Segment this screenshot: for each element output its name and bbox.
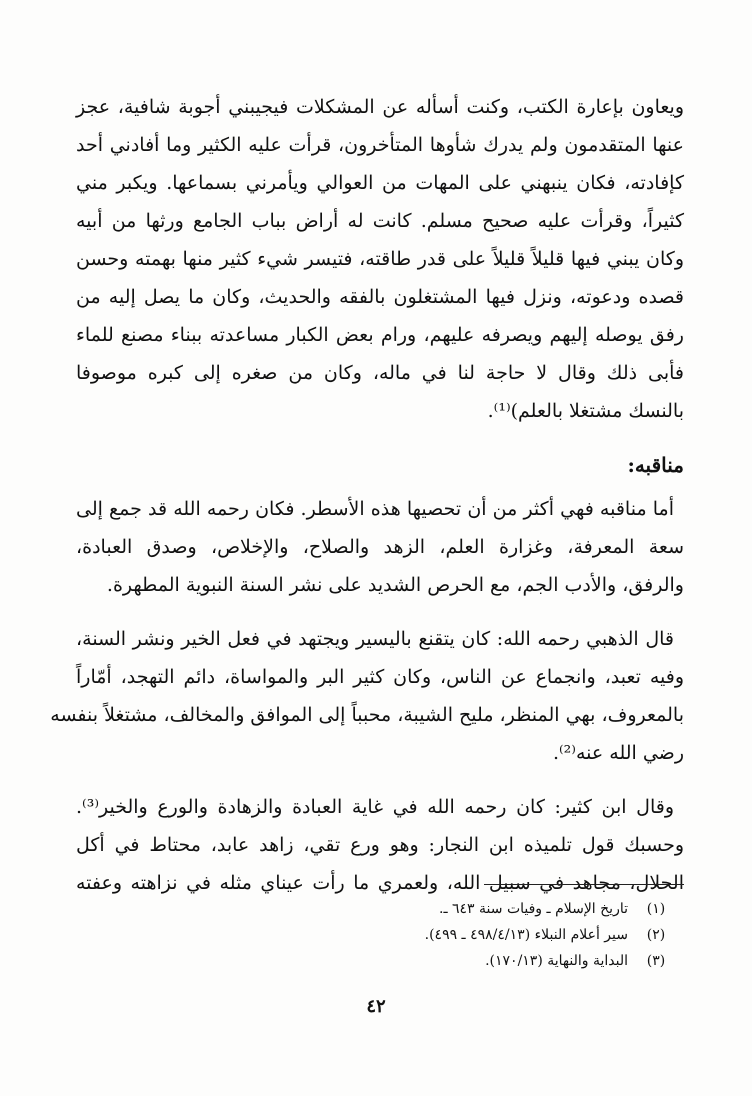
footnote-divider: [484, 884, 684, 885]
footnote-text: تاريخ الإسلام ـ وفيات سنة ٦٤٣ ـ.: [439, 901, 628, 917]
text-line: وكان يبني فيها قليلاً قليلاً على قدر طاقته، فتيسر شيء كثير منها بهمته وحسن: [76, 248, 684, 270]
text-line: وحسبك قول تلميذه ابن النجار: وهو ورع تقي، زاهد عابد، محتاط في أكل: [76, 834, 684, 856]
intro-paragraph: [76, 88, 684, 430]
text-line: رضي الله عنه⁽²⁾.: [552, 742, 684, 764]
text-line: كثيراً، وقرأت عليه صحيح مسلم. كانت له أراض بباب الجامع ورثها من أبيه: [76, 210, 684, 232]
footnote-item: [300, 896, 684, 922]
text-line: بالمعروف، بهي المنظر، مليح الشيبة، محبباً إلى الموافق والمخالف، مشتغلاً بنفسه: [50, 704, 684, 726]
text-line: كإفادته، فكان ينبهني على المهات من العوالي ويأمرني بسماعها. ويكبر مني: [76, 172, 684, 194]
text-line: قال الذهبي رحمه الله: كان يتقنع باليسير ويجتهد في فعل الخير ونشر السنة،: [76, 628, 674, 650]
text-line: عنها المتقدمون ولم يدرك شأوها المتأخرون، قرأت عليه الكثير وما أفادني أحد: [76, 134, 684, 156]
text-line: ويعاون بإعارة الكتب، وكنت أسأله عن المشكلات فيجيبني أجوبة شافية، عجز: [76, 96, 684, 118]
text-line: قصده ودعوته، ونزل فيها المشتغلون بالفقه والحديث، وكان ما يصل إليه من: [76, 286, 684, 308]
footnote-text: البداية والنهاية (١٧٠/١٣).: [485, 953, 628, 969]
page-body: [50, 88, 684, 902]
footnote-number: (٢): [646, 927, 666, 943]
text-line: الحلال، مجاهد في سبيل الله، ولعمري ما رأت عيناي مثله في نزاهته وعفته: [76, 872, 684, 894]
footnote-number: (٣): [646, 953, 666, 969]
footnotes: [300, 896, 684, 974]
text-line: فأبى ذلك وقال لا حاجة لنا في ماله، وكان من صغره إلى كبره موصوفا: [76, 362, 684, 384]
page-number: ٤٢: [366, 996, 386, 1017]
manaqib-paragraph: [76, 490, 684, 604]
footnote-text: سير أعلام النبلاء (٤٩٨/٤/١٣ ـ ٤٩٩).: [424, 927, 628, 943]
text-line: سعة المعرفة، وغزارة العلم، الزهد والصلاح، والإخلاص، وصدق العبادة،: [76, 536, 684, 558]
dhahabi-paragraph: [50, 620, 684, 772]
footnote-item: [300, 948, 684, 974]
footnote-item: [300, 922, 684, 948]
text-line: بالنسك مشتغلا بالعلم)⁽¹⁾.: [487, 400, 684, 422]
text-line: وقال ابن كثير: كان رحمه الله في غاية العبادة والزهادة والورع والخير⁽³⁾.: [76, 796, 674, 818]
footnote-number: (١): [646, 901, 666, 917]
text-line: وفيه تعبد، وانجماع عن الناس، وكان كثير البر والمواساة، دائم التهجد، أمّاراً: [76, 666, 684, 688]
section-heading: مناقبه:: [627, 453, 684, 477]
text-line: والرفق، والأدب الجم، مع الحرص الشديد على نشر السنة النبوية المطهرة.: [106, 574, 684, 596]
text-line: أما مناقبه فهي أكثر من أن تحصيها هذه الأسطر. فكان رحمه الله قد جمع إلى: [76, 498, 674, 520]
text-line: رفق يوصله إليهم ويصرفه عليهم، ورام بعض الكبار مساعدته ببناء مصنع للماء: [76, 324, 684, 346]
